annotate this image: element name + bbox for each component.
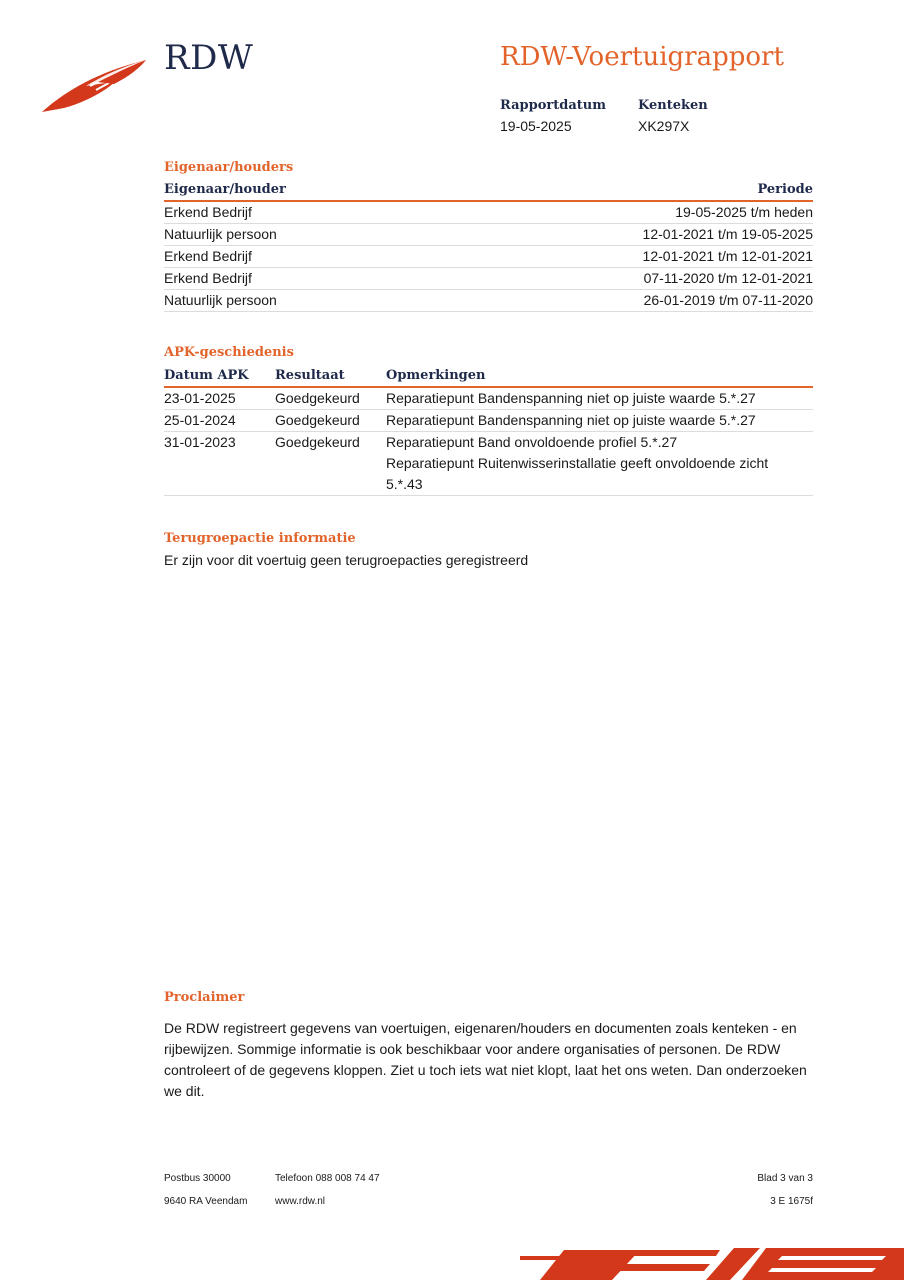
footer-page: Blad 3 van 3 [757,1173,813,1184]
apk-note-line: Reparatiepunt Ruitenwisserinstallatie geeft onvoldoende zicht [386,455,769,471]
proclaimer-text: De RDW registreert gegevens van voertuigen, eigenaren/houders en documenten zoals kenteken - en rijbewijzen. Sommige informatie is ook beschikbaar voor andere organisaties of personen. De RDW controleert of de gegevens kloppen. Ziet u toch iets wat niet klopt, laat het ons weten. Dan onderzoeken we dit. [164,1020,807,1099]
apk-note-line: Reparatiepunt Bandenspanning niet op juiste waarde 5.*.27 [386,390,756,406]
footer-website[interactable]: www.rdw.nl [275,1196,326,1207]
owner-cell: Erkend Bedrijf [164,204,252,220]
period-cell: 19-05-2025 t/m heden [675,204,813,220]
apk-result-cell: Goedgekeurd [275,434,360,450]
report-date-label: Rapportdatum [500,98,606,113]
apk-table-header [164,366,813,388]
apk-note-line: Reparatiepunt Band onvoldoende profiel 5.*.27 [386,434,678,450]
apk-date-cell: 25-01-2024 [164,412,236,428]
apk-result-cell: Goedgekeurd [275,390,360,406]
period-cell: 07-11-2020 t/m 12-01-2021 [643,270,813,286]
recall-section-title: Terugroepactie informatie [164,531,356,546]
apk-col-date: Datum APK [164,368,249,383]
period-cell: 12-01-2021 t/m 19-05-2025 [642,226,813,242]
owners-col-period: Periode [757,182,813,197]
apk-notes-cell [386,432,813,495]
footer-postbus: Postbus 30000 [164,1173,231,1184]
period-cell: 26-01-2019 t/m 07-11-2020 [643,292,813,308]
recall-text: Er zijn voor dit voertuig geen terugroepacties geregistreerd [164,552,529,568]
apk-date-cell: 23-01-2025 [164,390,236,406]
table-row [164,224,813,246]
apk-result-cell: Goedgekeurd [275,412,360,428]
table-row [164,268,813,290]
table-row [164,432,813,496]
apk-notes-cell [386,410,813,431]
footer-city: 9640 RA Veendam [164,1196,248,1207]
footer-stripes-icon [520,1244,904,1280]
table-row [164,202,813,224]
apk-section-title: APK-geschiedenis [164,345,294,360]
table-row [164,388,813,410]
plate-label: Kenteken [638,98,708,113]
rdw-logo-icon [40,56,150,116]
table-row [164,410,813,432]
owner-cell: Erkend Bedrijf [164,248,252,264]
owners-col-owner: Eigenaar/houder [164,182,286,197]
plate-value: XK297X [638,118,690,134]
apk-date-cell: 31-01-2023 [164,434,236,450]
apk-note-line: 5.*.43 [386,476,423,492]
apk-notes-cell [386,388,813,409]
apk-col-result: Resultaat [275,368,345,383]
owner-cell: Natuurlijk persoon [164,292,277,308]
owner-cell: Natuurlijk persoon [164,226,277,242]
brand-name: RDW [164,38,254,78]
apk-note-line: Reparatiepunt Bandenspanning niet op juiste waarde 5.*.27 [386,412,756,428]
owners-table [164,180,813,312]
owners-table-header [164,180,813,202]
report-title: RDW-Voertuigrapport [500,42,784,72]
apk-table [164,366,813,496]
footer-phone: Telefoon 088 008 74 47 [275,1173,380,1184]
table-row [164,290,813,312]
owner-cell: Erkend Bedrijf [164,270,252,286]
table-row [164,246,813,268]
apk-col-notes: Opmerkingen [386,368,486,383]
owners-section-title: Eigenaar/houders [164,160,294,175]
proclaimer-section-title: Proclaimer [164,990,245,1005]
footer-code: 3 E 1675f [770,1196,813,1207]
report-date-value: 19-05-2025 [500,118,572,134]
period-cell: 12-01-2021 t/m 12-01-2021 [642,248,813,264]
